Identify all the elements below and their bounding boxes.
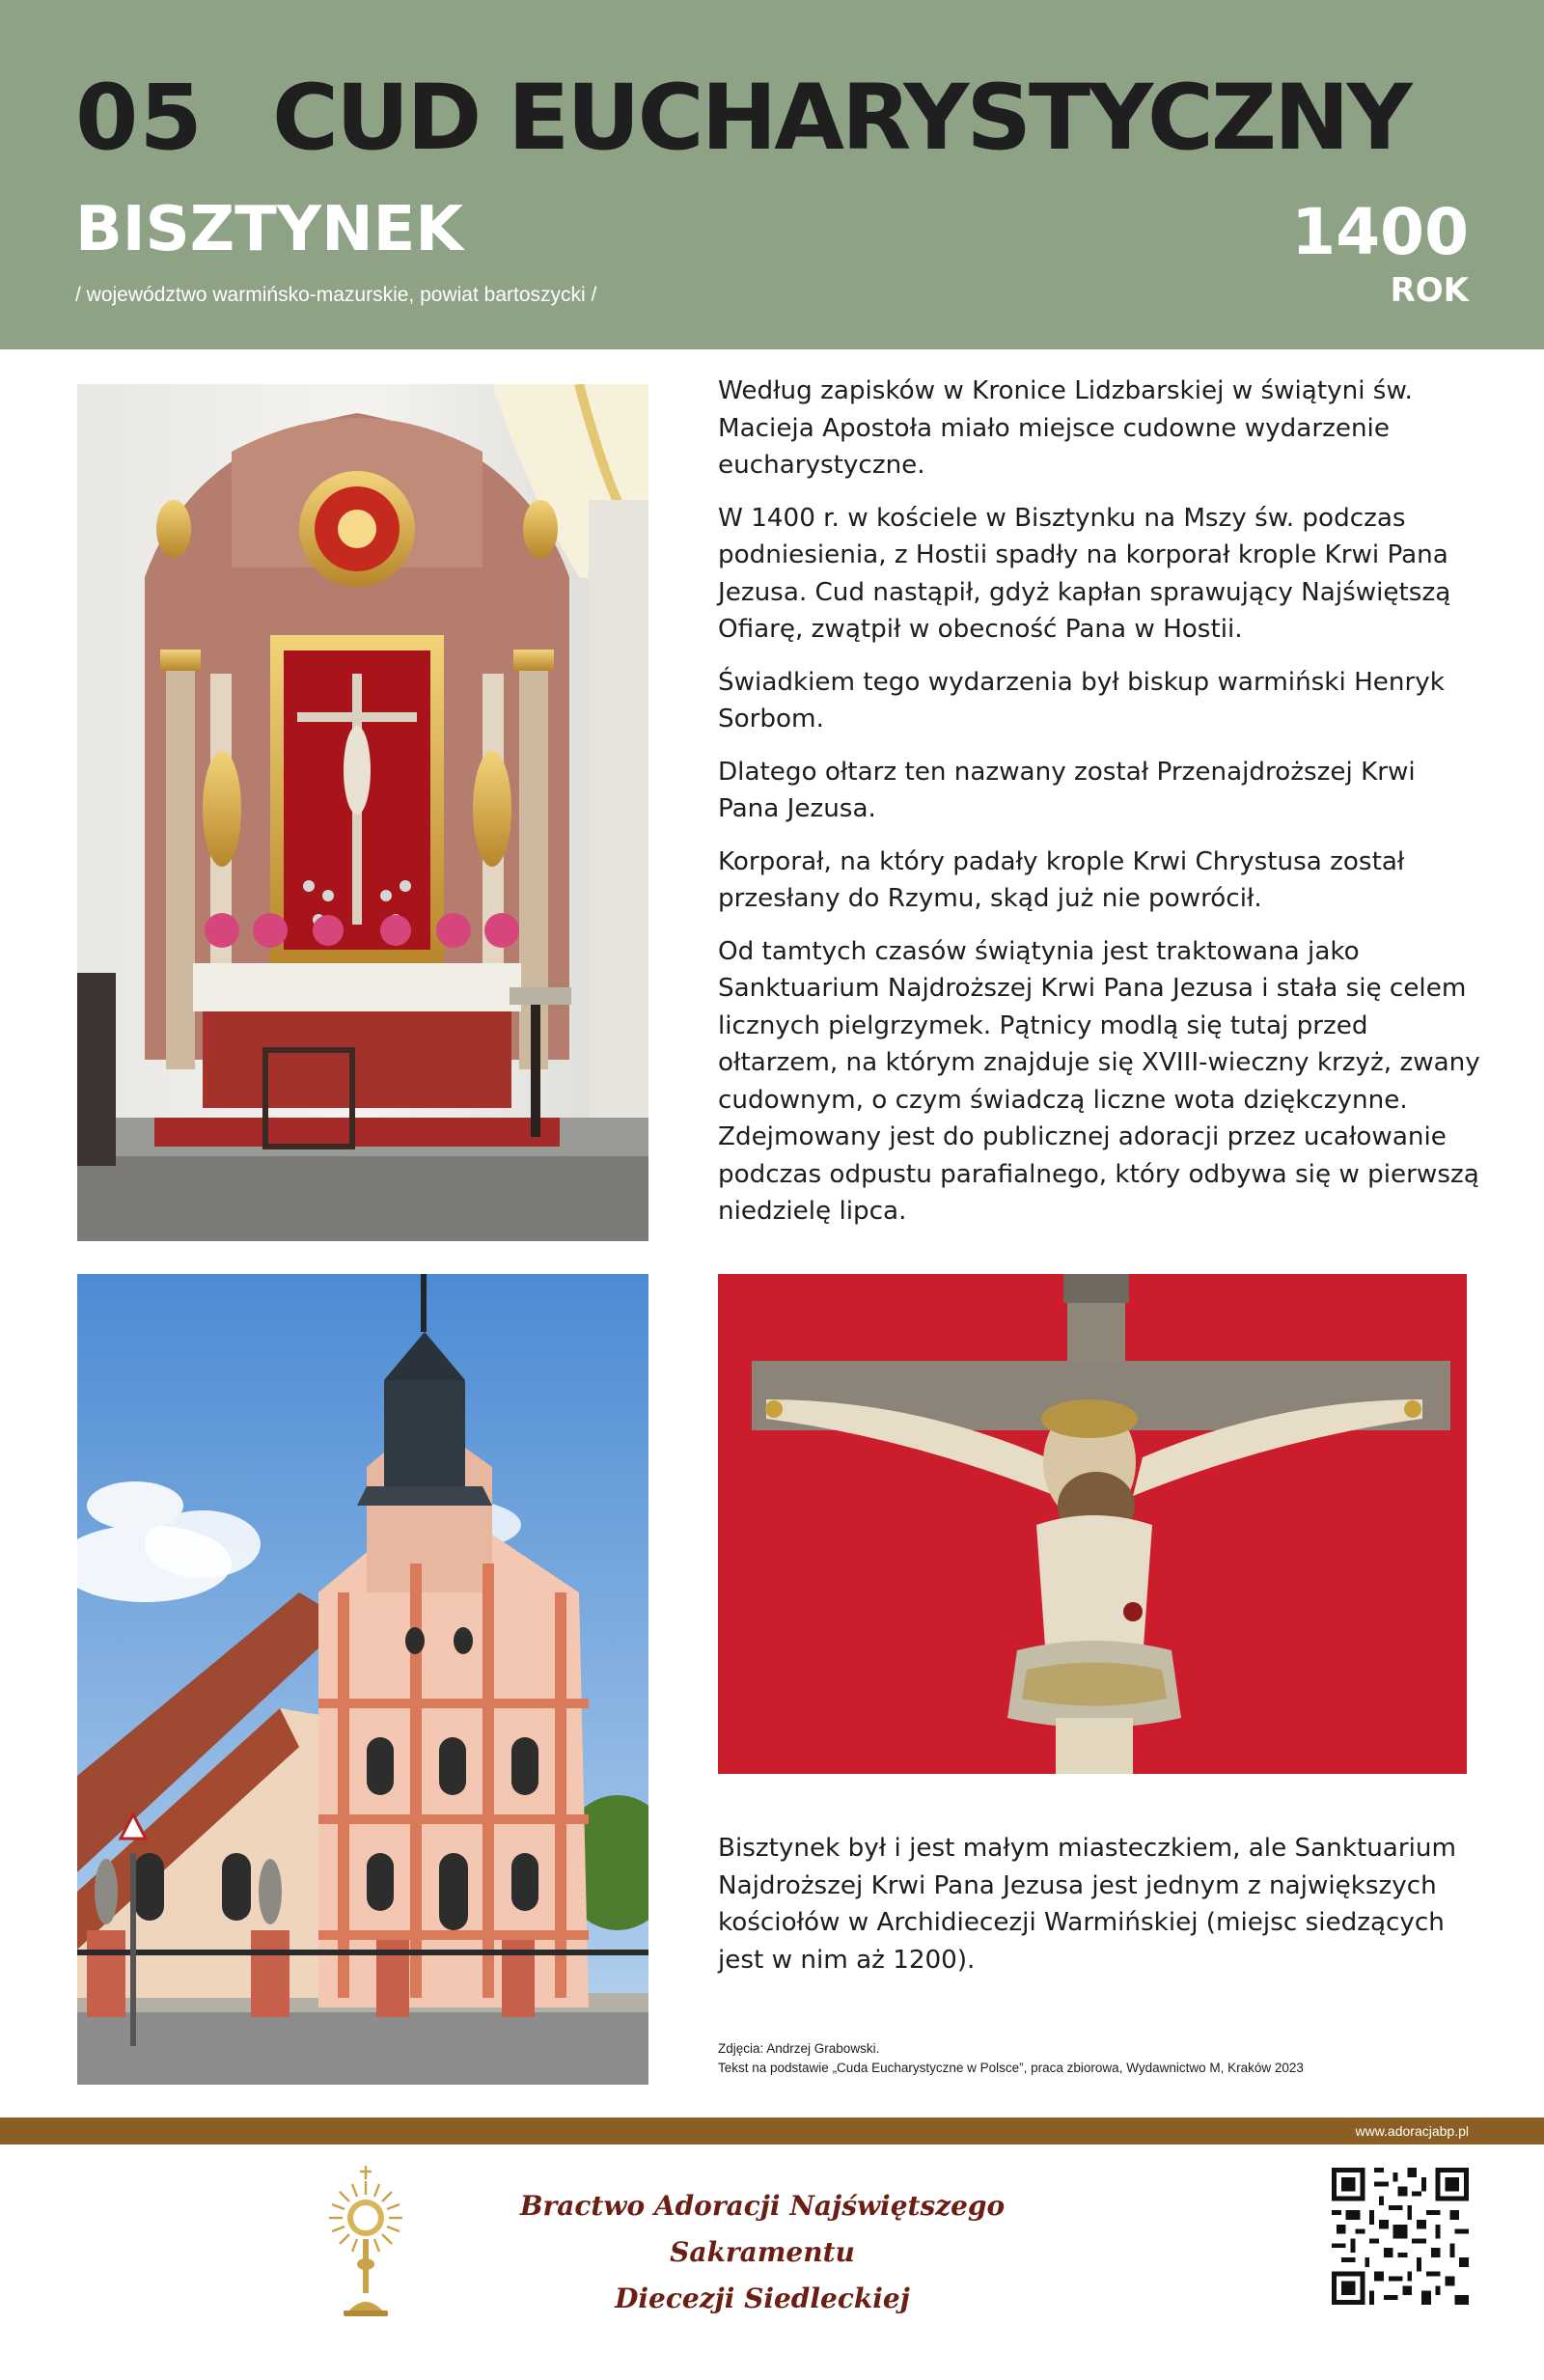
year-value: 1400 (1291, 195, 1469, 269)
credits (718, 2039, 1490, 2078)
paragraph: Według zapisków w Kronice Lidzbarskiej w świątyni św. Macieja Apostoła miało miejsce cudowne wydarzenie eucharystyczne. (718, 376, 1413, 480)
text-source: Tekst na podstawie „Cuda Eucharystyczne w Polsce”, praca zbiorowa, Wydawnictwo M, Kraków 2023 (718, 2061, 1304, 2075)
organization-line-1: Bractwo Adoracji Najświętszego Sakramentu (519, 2190, 1006, 2268)
paragraph: Od tamtych czasów świątynia jest traktowana jako Sanktuarium Najdroższej Krwi Pana Jezusa i stała się celem licznych pielgrzymek. Pątnicy modlą się tutaj przed ołtarzem, na którym znajduje się XVIII-wieczny krzyż, zwany cudownym, o czym świadczą liczne wota dziękczynne. Zdejmowany jest do publicznej adoracji przez ucałowanie podczas odpustu parafialnego, który odbywa się w pierwszą niedzielę lipca. (718, 936, 1480, 1226)
paragraph: W 1400 r. w kościele w Bisztynku na Mszy św. podczas podniesienia, z Hostii spadły na korporał krople Krwi Pana Jezusa. Cud nastąpił, gdyż kapłan sprawujący Najświętszą Ofiarę, zwątpił w obecność Pana w Hostii. (718, 503, 1451, 644)
organization-line-2: Diecezji Siedleckiej (615, 2283, 910, 2314)
exhibit-number: 05 (75, 66, 204, 171)
header-banner (0, 0, 1544, 349)
year-label: ROK (1390, 271, 1469, 310)
main-article (718, 373, 1480, 1246)
organization-name (425, 2183, 1100, 2322)
altar-photo (77, 384, 648, 1241)
town-name: BISZTYNEK (75, 194, 463, 265)
photo-credit: Zdjęcia: Andrzej Grabowski. (718, 2041, 880, 2056)
crucifix-photo (718, 1274, 1467, 1774)
monstrance-icon (326, 2158, 405, 2322)
page-title: CUD EUCHARYSTYCZNY (272, 66, 1410, 171)
qr-code[interactable] (1332, 2168, 1469, 2305)
closing-paragraph: Bisztynek był i jest małym miasteczkiem, ale Sanktuarium Najdroższej Krwi Pana Jezusa jest jednym z największych kościołów w Archidiecezji Warmińskiej (miejsc siedzących jest w nim aż 1200). (718, 1834, 1456, 1975)
church-photo (77, 1274, 648, 2085)
paragraph: Korporał, na który padały krople Krwi Chrystusa został przesłany do Rzymu, skąd już nie powrócił. (718, 846, 1405, 913)
paragraph: Dlatego ołtarz ten nazwany został Przenajdroższej Krwi Pana Jezusa. (718, 757, 1416, 823)
website-link[interactable]: www.adoracjabp.pl (1355, 2123, 1469, 2139)
region-subtitle: / województwo warmińsko-mazurskie, powiat bartoszycki / (75, 284, 597, 306)
paragraph: Świadkiem tego wydarzenia był biskup warmiński Henryk Sorbom. (718, 667, 1445, 733)
footer-bar (0, 2117, 1544, 2145)
